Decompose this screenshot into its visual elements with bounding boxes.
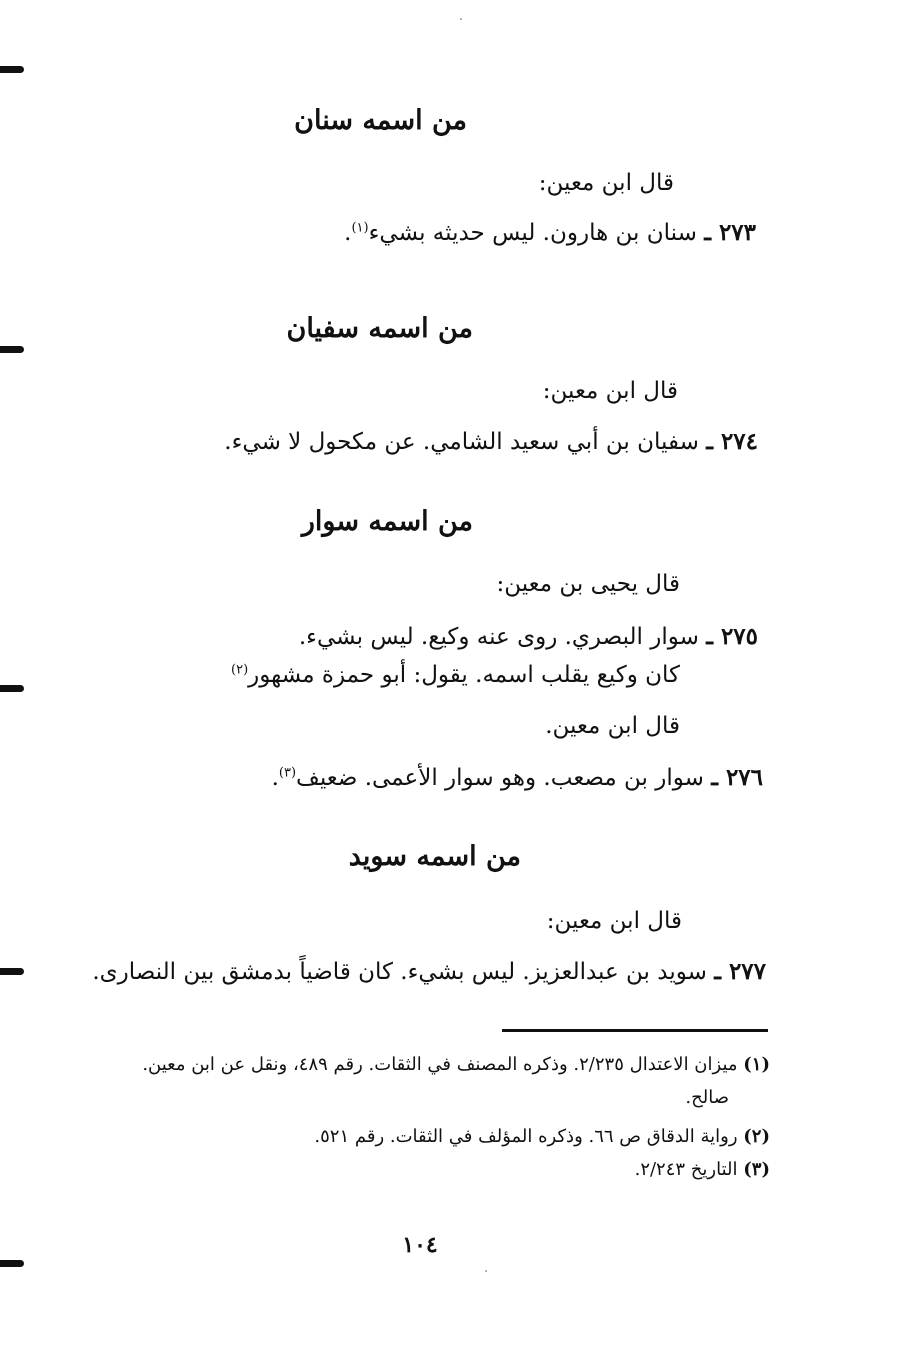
footnote-marker: (٢) (743, 1126, 770, 1147)
footnote (142, 1052, 770, 1078)
entry-number: ٢٧٧ ـ (714, 958, 766, 985)
section-heading: من اسمه سويد (348, 841, 521, 872)
margin-mark (0, 1260, 24, 1267)
entry-text: سوار بن مصعب. وهو سوار الأعمى. ضعيف (296, 765, 704, 791)
margin-mark (0, 346, 24, 353)
narrator-line: قال ابن معين: (538, 170, 674, 196)
entry-text: كان وكيع يقلب اسمه. يقول: أبو حمزة مشهور (248, 662, 680, 688)
scan-speck (485, 1270, 487, 1272)
margin-mark (0, 968, 24, 975)
entry-text: سفيان بن أبي سعيد الشامي. عن مكحول لا شيء. (224, 429, 699, 455)
entry-end: . (344, 220, 352, 246)
footnote-text: رواية الدقاق ص ٦٦. وذكره المؤلف في الثقات. رقم ٥٢١. (314, 1126, 738, 1147)
footnote-marker: (١) (743, 1054, 770, 1075)
section-heading: من اسمه سوار (301, 506, 473, 537)
entry-text: سويد بن عبدالعزيز. ليس بشيء. كان قاضياً بدمشق بين النصارى. (92, 959, 707, 985)
entry-text: سنان بن هارون. ليس حديثه بشيء (368, 220, 697, 246)
entry-number: ٢٧٣ ـ (704, 219, 756, 246)
footnote-text: صالح. (685, 1087, 729, 1108)
margin-mark (0, 685, 24, 692)
footnote-ref: (٢) (231, 662, 249, 678)
narrator-line: قال ابن معين: (546, 908, 682, 934)
narrator-line: قال يحيى بن معين: (496, 571, 680, 597)
footnote (314, 1124, 770, 1150)
entry-number: ٢٧٥ ـ (706, 623, 758, 650)
entry-text: سوار البصري. روى عنه وكيع. ليس بشيء. (298, 624, 699, 650)
section-heading: من اسمه سنان (294, 105, 467, 136)
entry-line (92, 957, 766, 987)
footnote-separator (502, 1029, 768, 1032)
page-number: ١٠٤ (402, 1232, 438, 1258)
entry-continuation (231, 660, 680, 690)
footnote-text: ميزان الاعتدال ٢/٢٣٥. وذكره المصنف في الثقات. رقم ٤٨٩، ونقل عن ابن معين. (142, 1054, 738, 1075)
narrator-line: قال ابن معين: (542, 378, 678, 404)
entry-line (272, 763, 763, 793)
narrator-line: قال ابن معين. (545, 713, 680, 739)
footnote (635, 1157, 770, 1183)
entry-line (344, 218, 756, 248)
entry-line (224, 427, 758, 457)
entry-line (299, 622, 758, 652)
section-heading: من اسمه سفيان (286, 313, 473, 344)
margin-mark (0, 66, 24, 73)
footnote-ref: (٣) (278, 765, 297, 781)
scan-speck (460, 18, 462, 20)
entry-number: ٢٧٦ ـ (711, 764, 763, 791)
footnote-marker: (٣) (743, 1159, 770, 1180)
entry-number: ٢٧٤ ـ (706, 428, 758, 455)
footnote-ref: (١) (351, 220, 369, 236)
entry-end: . (271, 765, 279, 791)
footnote-text: التاريخ ٢/٢٤٣. (634, 1159, 738, 1180)
footnote-continuation (685, 1085, 729, 1111)
